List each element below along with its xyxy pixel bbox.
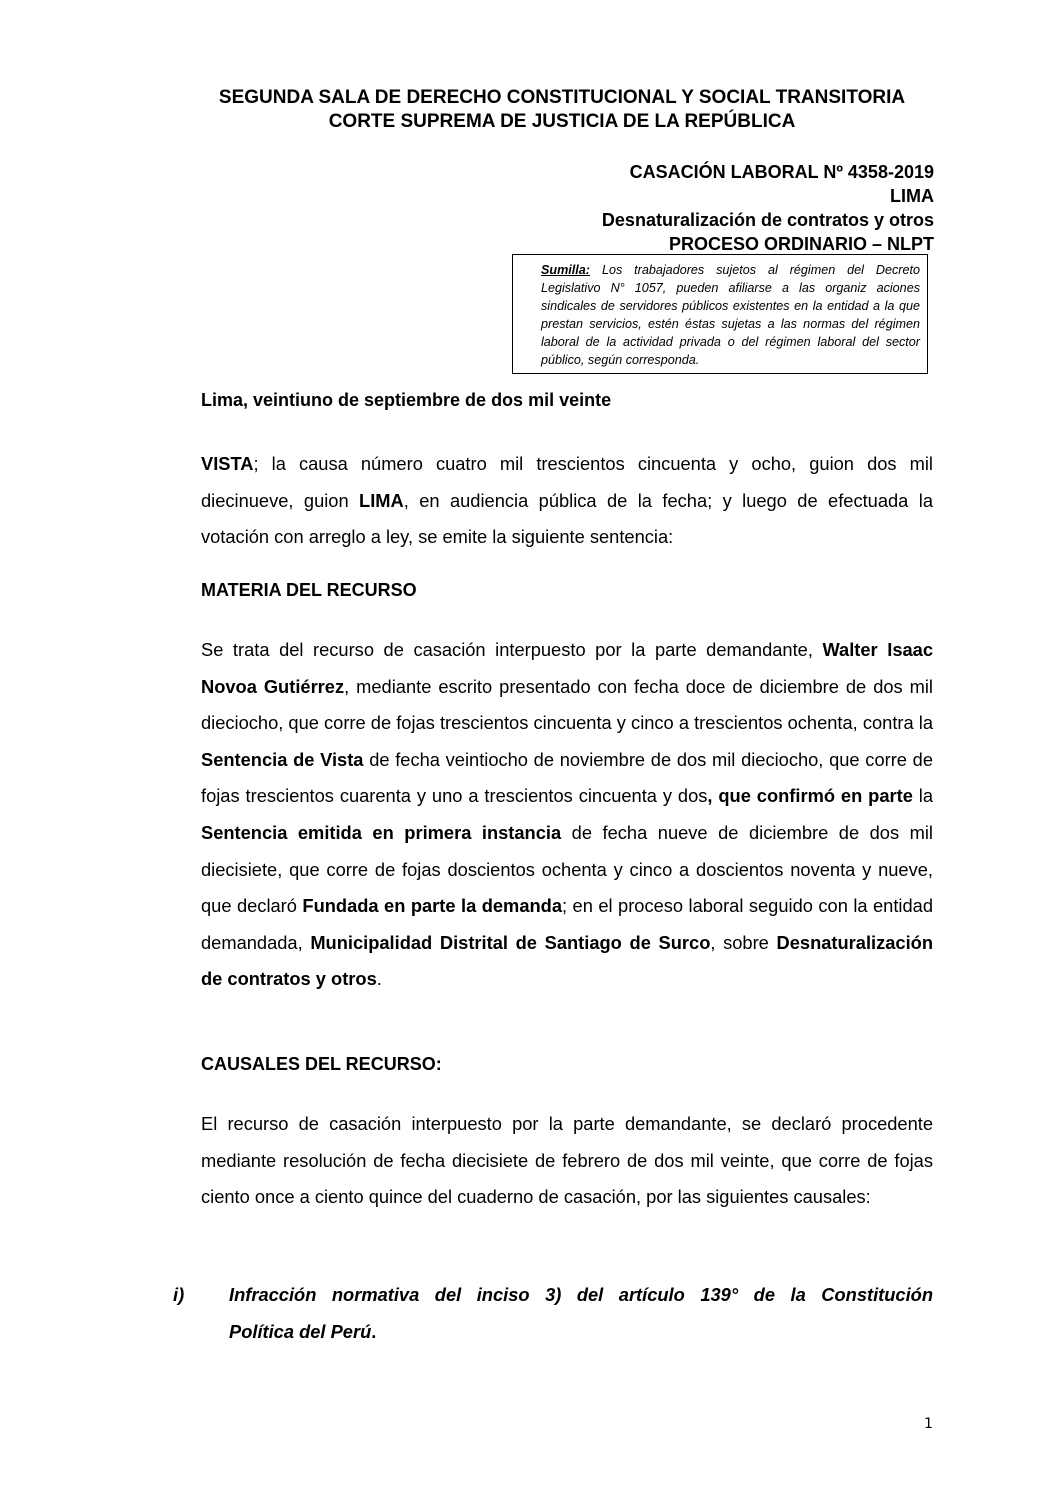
materia-text: de fecha veintiocho de noviembre de dos mil dieciocho, que corre de fojas trescientos cuarenta y uno a trescientos cincuenta y dos	[201, 748, 933, 807]
sentencia-vista: Sentencia de Vista	[201, 748, 364, 770]
materia-text: , mediante escrito presentado con fecha doce de diciembre de dos mil dieciocho, que corre de fojas trescientos cincuenta y cinco a trescientos ochenta, contra la	[201, 675, 933, 734]
materia-text: .	[376, 968, 382, 990]
first-instance-ruling: Sentencia emitida en primera instancia	[201, 821, 562, 843]
materia-text: la	[912, 785, 933, 807]
causal-line-1	[173, 1277, 933, 1314]
confirmation-phrase: , que confirmó en parte	[707, 785, 913, 807]
vista-place: LIMA	[359, 489, 404, 511]
case-identification	[602, 160, 934, 256]
materia-text: Se trata del recurso de casación interpuesto por la parte demandante,	[201, 639, 823, 660]
defendant-name: Municipalidad Distrital de Santiago de Surco	[310, 931, 711, 953]
materia-text: de fecha nueve de diciembre de dos mil diecisiete, que corre de fojas doscientos ochenta y cinco a doscientos noventa y nueve, que declaró	[201, 821, 933, 917]
vista-text: ; la causa número cuatro mil trescientos cincuenta y ocho, guion dos mil diecinueve, guion	[201, 453, 933, 511]
case-process: PROCESO ORDINARIO – NLPT	[668, 234, 934, 254]
causal-text-end: Política del Perú	[229, 1320, 372, 1342]
case-number: CASACIÓN LABORAL Nº 4358-2019	[629, 162, 934, 182]
causal-line-2	[201, 1314, 933, 1351]
causales-paragraph: El recurso de casación interpuesto por la parte demandante, se declaró procedente mediante resolución de fecha diecisiete de febrero de dos mil veinte, que corre de fojas ciento once a ciento quince del cuaderno de casación, por las siguientes causales:	[201, 1113, 933, 1208]
court-header	[0, 86, 1058, 134]
materia-paragraph	[201, 632, 933, 998]
sumilla-text: Los trabajadores sujetos al régimen del Decreto Legislativo N° 1057, pueden afiliarse a las organiz aciones sindicales de servidores públicos existentes en la entidad a la que prestan servicios, estén éstas sujetas a las normas del régimen laboral de la actividad privada o del régimen laboral del sector público, según corresponda.	[541, 263, 920, 367]
vista-label: VISTA	[201, 453, 254, 474]
date-line: Lima, veintiuno de septiembre de dos mil veinte	[201, 390, 612, 410]
materia-text: ; en el proceso laboral seguido con la entidad demandada,	[201, 895, 933, 953]
sumilla-box	[512, 254, 928, 374]
page-number: 1	[924, 1416, 933, 1432]
sumilla-label: Sumilla:	[541, 263, 590, 277]
header-court: CORTE SUPREMA DE JUSTICIA DE LA REPÚBLICA	[328, 111, 796, 132]
causal-number: i)	[173, 1284, 185, 1305]
materia-text: , sobre	[710, 931, 777, 953]
causal-item	[173, 1277, 933, 1350]
vista-paragraph	[201, 446, 933, 556]
case-subject: Desnaturalización de contratos y otros	[201, 931, 933, 990]
causal-text: Infracción normativa del inciso 3) del artículo 139° de la Constitución	[229, 1284, 933, 1305]
case-place: LIMA	[890, 186, 934, 206]
ruling-result: Fundada en parte la demanda	[302, 895, 562, 917]
materia-heading: MATERIA DEL RECURSO	[201, 580, 417, 600]
vista-text-end: , en audiencia pública de la fecha; y luego de efectuada la votación con arreglo a ley, se emite la siguiente sentencia:	[201, 489, 933, 548]
header-chamber: SEGUNDA SALA DE DERECHO CONSTITUCIONAL Y SOCIAL TRANSITORIA	[218, 87, 906, 108]
plaintiff-name: Walter Isaac Novoa Gutiérrez	[201, 639, 933, 697]
causal-period: .	[371, 1320, 377, 1342]
causales-heading: CAUSALES DEL RECURSO:	[201, 1054, 442, 1074]
case-matter: Desnaturalización de contratos y otros	[601, 210, 934, 230]
